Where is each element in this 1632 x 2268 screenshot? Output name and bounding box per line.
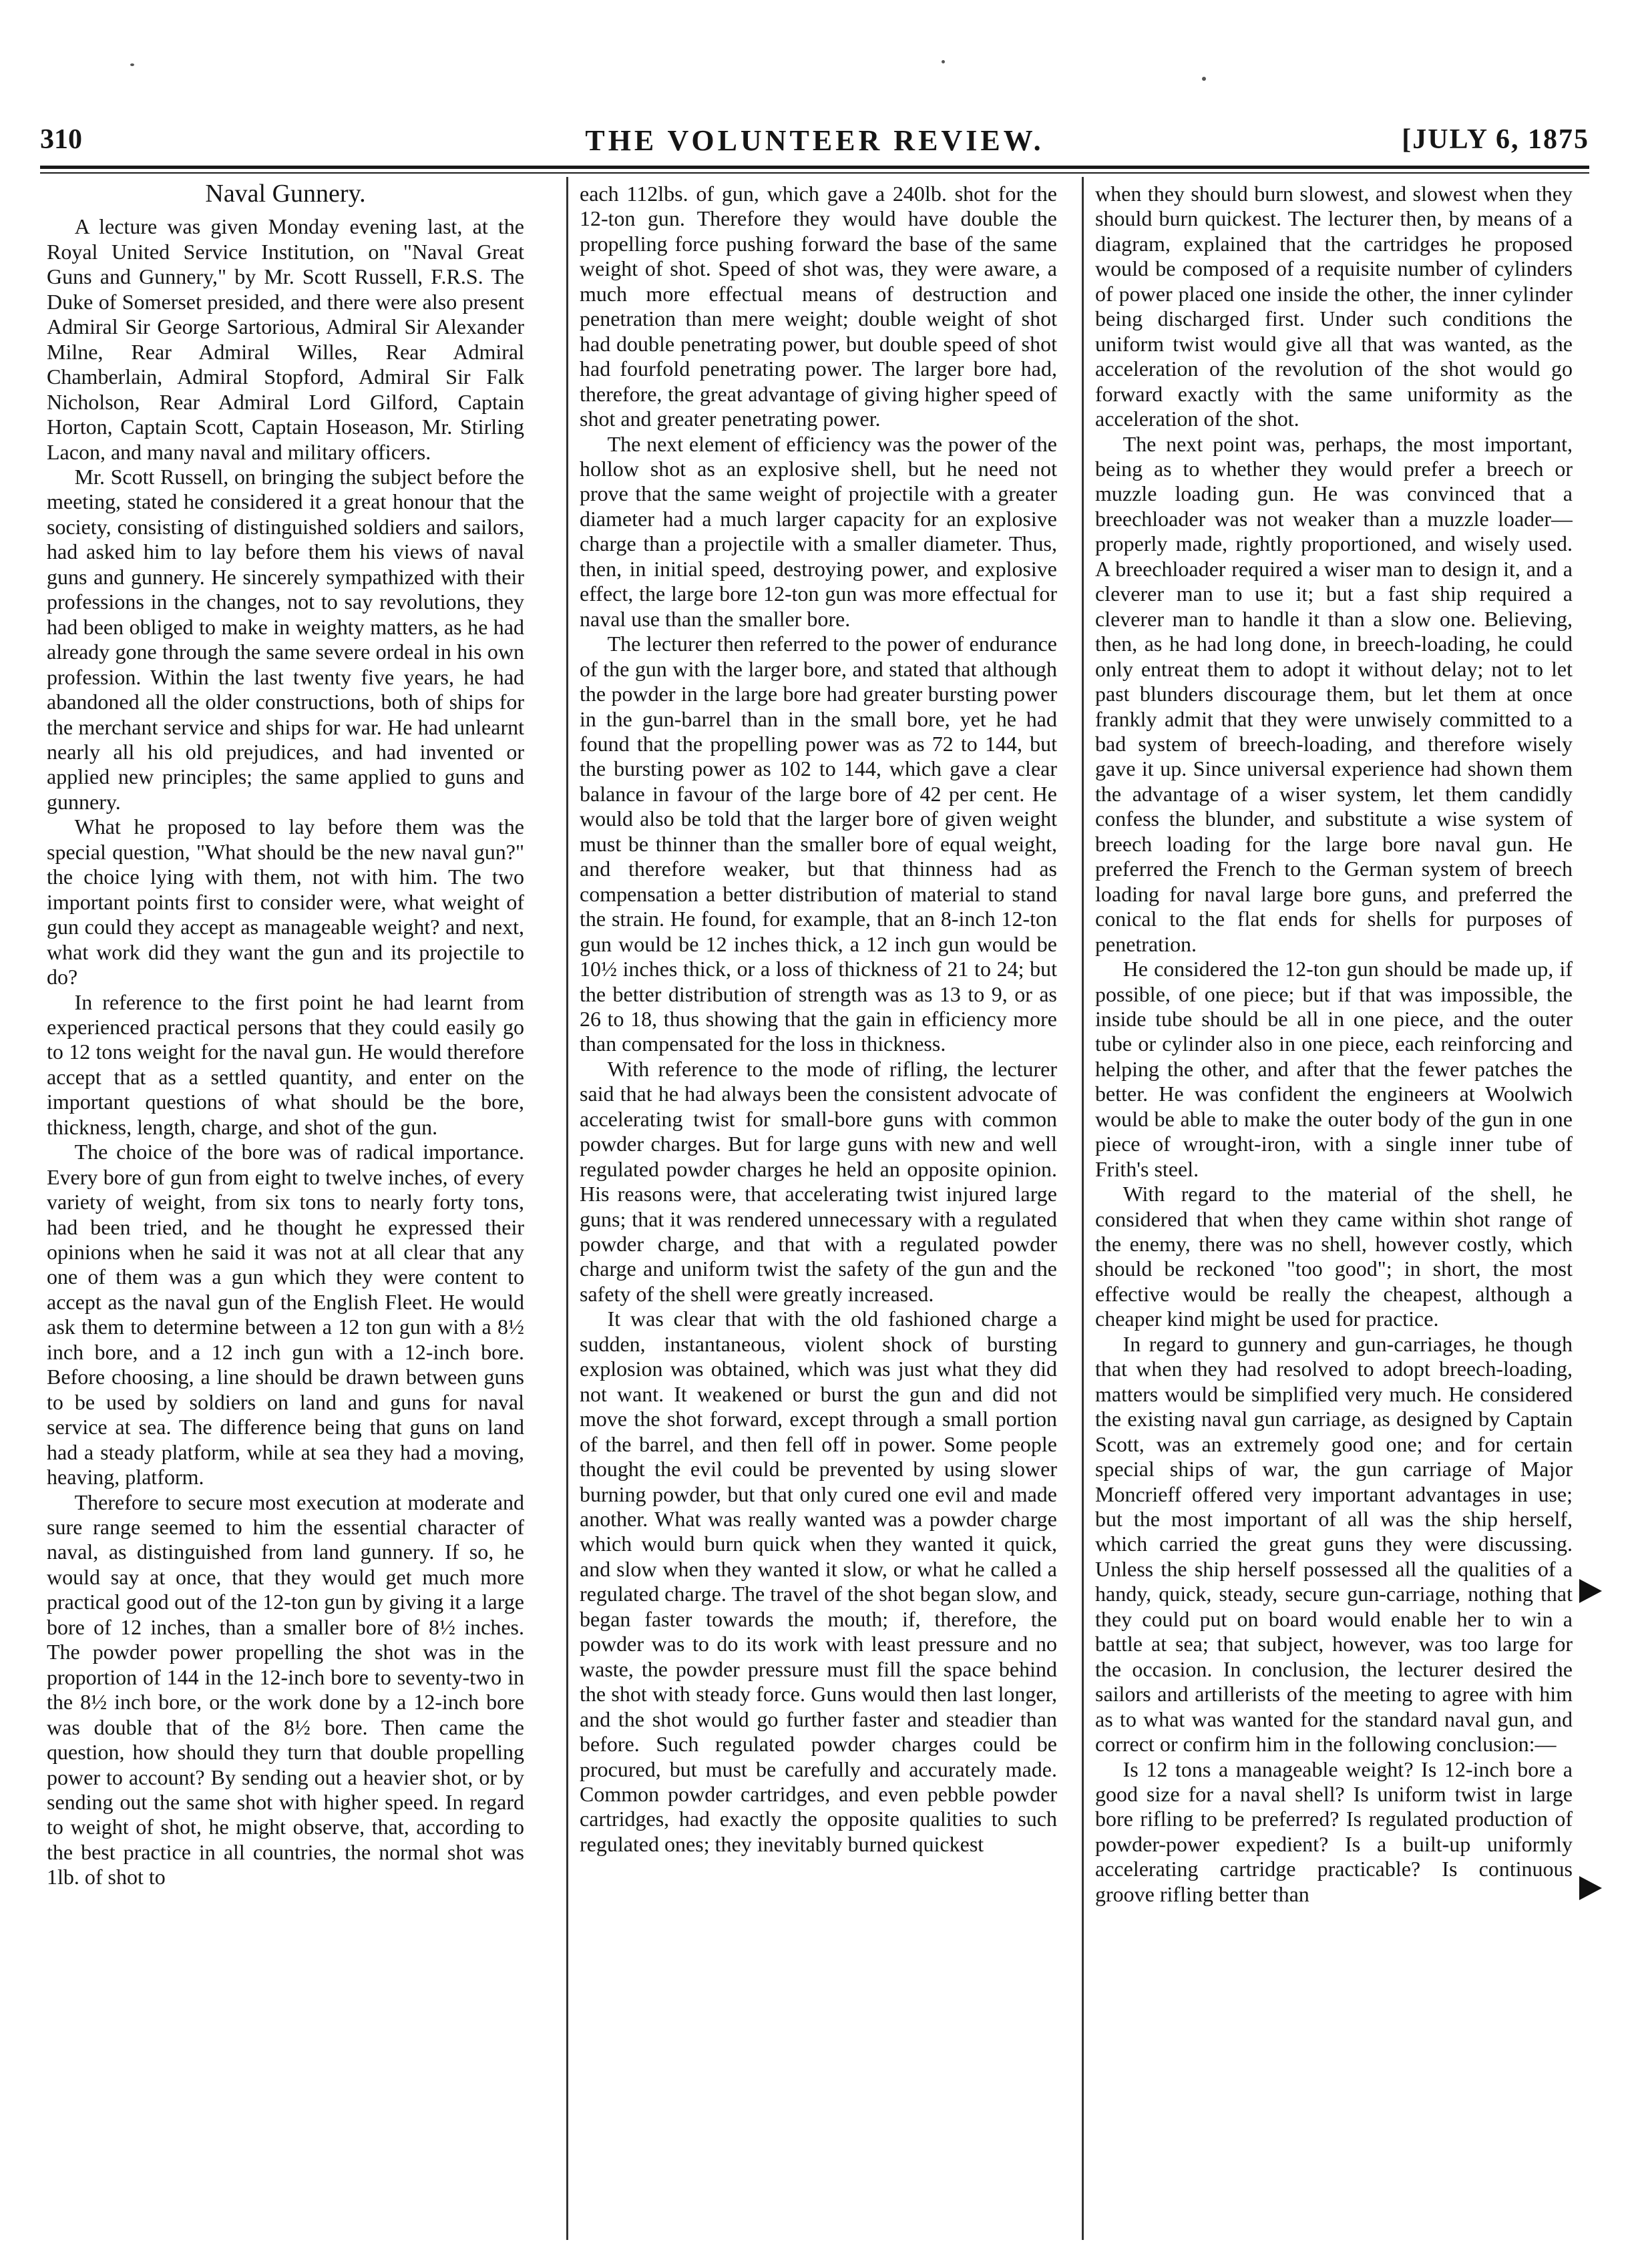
- page-number: 310: [40, 124, 82, 155]
- paragraph: The next element of efficiency was the power of the hollow shot as an explosive shell, but he need not prove that the same weight of projectile with a greater diameter had a much larger capacity for an explosive charge than a projectile with a smaller diameter. Thus, then, in initial speed, destroying power, and explosive effect, the large bore 12-ton gun was more effectual for naval use than the smaller bore.: [580, 431, 1057, 631]
- paragraph: In reference to the first point he had learnt from experienced practical persons that they could easily go to 12 tons weight for the naval gun. He would therefore accept that as a settled quantity, and enter on the important questions of what should be the bore, thickness, length, charge, and shot of the gun.: [47, 989, 524, 1139]
- paragraph: Is 12 tons a manageable weight? Is 12-inch bore a good size for a naval shell? Is uniform twist in large bore rifling to be preferred? Is regulated production of powder-power expedient? Is a built-up uniformly accelerating cartridge practicable? Is continuous groove rifling better than: [1095, 1757, 1573, 1906]
- paragraph: The choice of the bore was of radical importance. Every bore of gun from eight to twelve inches, of every variety of weight, from six tons to nearly forty tons, had been tried, and he thought he expressed their opinions when he said it was not at all clear that any one of them was a gun which they were content to accept as the naval gun of the English Fleet. He would ask them to determine between a 12 ton gun with a 8½ inch bore, and a 12 inch gun with a 12-inch bore. Before choosing, a line should be drawn between guns to be used by soldiers on land and guns for naval service at sea. The difference being that guns on land had a steady platform, while at sea they had a moving, heaving, platform.: [47, 1140, 524, 1490]
- paragraph: Mr. Scott Russell, on bringing the subject before the meeting, stated he considered it a great honour that the society, consisting of distinguished soldiers and sailors, had asked him to lay before them his views of naval guns and gunnery. He sincerely sympathized with their professions in the changes, not to say revolutions, they had been obliged to make in weighty matters, as he had already gone through the same severe ordeal in his own profession. Within the last twenty five years, he had abandoned all the older constructions, both of ships for the merchant service and ships for war. He had unlearnt nearly all his old prejudices, and had invented or applied new principles; the same applied to guns and gunnery.: [47, 464, 524, 814]
- issue-date: [JULY 6, 1875: [1402, 124, 1589, 155]
- paragraph: With regard to the material of the shell, he considered that when they came within shot range of the enemy, there was no shell, however costly, which should be reckoned "too good"; in short, the most effective would be really the cheapest, although a cheaper kind might be used for practice.: [1095, 1182, 1573, 1331]
- column-divider: [566, 177, 568, 2240]
- print-speck: [130, 63, 134, 66]
- article-title: Naval Gunnery.: [205, 182, 366, 208]
- header-rule-thin: [40, 172, 1589, 174]
- paragraph: In regard to gunnery and gun-carriages, he though that when they had resolved to adopt breech-loading, matters would be simplified very much. He considered the existing naval gun carriage, as designed by Captain Scott, was an extremely good one; and for certain special ships of war, the gun carriage of Major Moncrieff offered very important advantages in use; but the most important of all was the ship herself, which carried the great guns they were discussing. Unless the ship herself possessed all the qualities of a handy, quick, steady, secure gun-carriage, nothing that they could put on board would enable her to win a battle at sea; that subject, however, was too large for the occasion. In conclusion, the lecturer desired the sailors and artillerists of the meeting to agree with him as to what was wanted for the standard naval gun, and correct or confirm him in the following conclusion:—: [1095, 1331, 1573, 1757]
- page-header: [40, 124, 1589, 164]
- paragraph: each 112lbs. of gun, which gave a 240lb. shot for the 12-ton gun. Therefore they would have double the propelling force pushing forward the base of the same weight of shot. Speed of shot was, they were aware, a much more effectual means of destruction and penetration than mere weight; double weight of shot had double penetrating power, but double speed of shot had fourfold penetrating power. The larger bore had, therefore, the great advantage of giving higher speed of shot and greater penetrating power.: [580, 182, 1057, 431]
- paragraph: The next point was, perhaps, the most important, being as to whether they would prefer a breech or muzzle loading gun. He was convinced that a breechloader was not weaker than a muzzle loader—properly made, rightly proportioned, and wisely used. A breechloader required a wiser man to design it, and a cleverer man to use it; but a fast ship required a cleverer man to handle it than a slow one. Believing, then, as he had long done, in breech-loading, he could only entreat them to adopt it without delay; not to let past blunders discourage them, but let them at once frankly admit that they were unwisely committed to a bad system of breech-loading, and therefore wisely gave it up. Since universal experience had shown them the advantage of a wiser system, let them candidly confess the blunder, and substitute a wise system of breech loading for the large bore naval gun. He preferred the French to the German system of breech loading for naval large bore guns, and preferred the conical to the flat ends for shells for purposes of penetration.: [1095, 431, 1573, 956]
- column-divider: [1082, 177, 1084, 2240]
- column-3: [1095, 182, 1573, 2238]
- print-speck: [942, 60, 945, 63]
- paragraph: With reference to the mode of rifling, the lecturer said that he had always been the consistent advocate of accelerating twist for small-bore guns with common powder charges. But for large guns with new and well regulated powder charges he held an opposite opinion. His reasons were, that accelerating twist injured large guns; that it was rendered unnecessary with a regulated powder charge, and that with a regulated powder charge and uniform twist the safety of the gun and the safety of the shell were greatly increased.: [580, 1056, 1057, 1306]
- paragraph: when they should burn slowest, and slowest when they should burn quickest. The lecturer then, by means of a diagram, explained that the cartridges he proposed would be composed of a requisite number of cylinders of power placed one inside the other, the inner cylinder being discharged first. Under such conditions the uniform twist would give all that was wanted, as the acceleration of the revolution of the shot would go forward exactly with the same uniformity as the acceleration of the shot.: [1095, 182, 1573, 431]
- paragraph: What he proposed to lay before them was the special question, "What should be the new naval gun?" the choice lying with them, not with him. The two important points first to consider were, what weight of gun could they accept as manageable weight? and next, what work did they want the gun and its projectile to do?: [47, 815, 524, 989]
- margin-arrow-icon: [1579, 1579, 1602, 1603]
- paragraph: Therefore to secure most execution at moderate and sure range seemed to him the essential character of naval, as distinguished from land gunnery. If so, he would say at once, that they would get much more practical good out of the 12-ton gun by giving it a large bore of 12 inches, than a smaller bore of 8½ inches. The powder power propelling the shot was in the proportion of 144 in the 12-inch bore to seventy-two in the 8½ inch bore, or the work done by a 12-inch bore was double that of the 8½ bore. Then came the question, how should they turn that double propelling power to account? By sending out a heavier shot, or by sending out the same shot with higher speed. In regard to weight of shot, he might observe, that, according to the best practice in all countries, the normal shot was 1lb. of shot to: [47, 1490, 524, 1889]
- paragraph: A lecture was given Monday evening last, at the Royal United Service Institution, on "Naval Great Guns and Gunnery," by Mr. Scott Russell, F.R.S. The Duke of Somerset presided, and there were also present Admiral Sir George Sartorious, Admiral Sir Alexander Milne, Rear Admiral Willes, Rear Admiral Chamberlain, Admiral Stopford, Admiral Sir Falk Nicholson, Rear Admiral Lord Gilford, Captain Horton, Captain Scott, Captain Hoseason, Mr. Stirling Lacon, and many naval and military officers.: [47, 214, 524, 464]
- paragraph: He considered the 12-ton gun should be made up, if possible, of one piece; but if that was impossible, the inside tube should be all in one piece, and the outer tube or cylinder also in one piece, each reinforcing and helping the other, and after that the fewer patches the better. He was confident the engineers at Woolwich would be able to make the outer body of the gun in one piece of wrought-iron, with a single inner tube of Frith's steel.: [1095, 957, 1573, 1181]
- paragraph: The lecturer then referred to the power of endurance of the gun with the larger bore, and stated that although the powder in the large bore had greater bursting power in the gun-barrel than in the small bore, yet he had found that the propelling power was as 72 to 144, but the bursting power as 102 to 144, which gave a clear balance in favour of the large bore of 42 per cent. He would also be told that the larger bore of given weight must be thinner than the smaller bore of equal weight, and therefore weaker, but that thinness had as compensation a better distribution of material to stand the strain. He found, for example, that an 8-inch 12-ton gun would be 12 inches thick, a 12 inch gun would be 10½ inches thick, or a loss of thickness of 21 to 24; but the better distribution of strength was as 13 to 9, or as 26 to 18, thus showing that the gain in efficiency more than compensated for the loss in thickness.: [580, 632, 1057, 1056]
- column-1: [47, 182, 524, 2238]
- publication-title: THE VOLUNTEER REVIEW.: [585, 124, 1044, 157]
- margin-arrow-icon: [1579, 1876, 1602, 1900]
- header-rule-thick: [40, 166, 1589, 169]
- paragraph: It was clear that with the old fashioned charge a sudden, instantaneous, violent shock of bursting explosion was obtained, which was just what they did not want. It weakened or burst the gun and did not move the shot forward, except through a small portion of the barrel, and then fell off in power. Some people thought the evil could be prevented by using slower burning powder, but that only cured one evil and made another. What was really wanted was a powder charge which would burn quick when they wanted it quick, and slow when they wanted it slow, or what he called a regulated charge. The travel of the shot began slow, and began faster towards the mouth; if, therefore, the powder was to do its work with least pressure and no waste, the powder pressure must fill the space behind the shot with steady force. Guns would then last longer, and the shot would go further faster and steadier than before. Such regulated powder charges could be procured, but must be carefully and accurately made. Common powder cartridges, and even pebble powder cartridges, had exactly the opposite qualities to such regulated ones; they inevitably burned quickest: [580, 1307, 1057, 1856]
- column-2: [580, 182, 1057, 2238]
- print-speck: [1202, 77, 1206, 81]
